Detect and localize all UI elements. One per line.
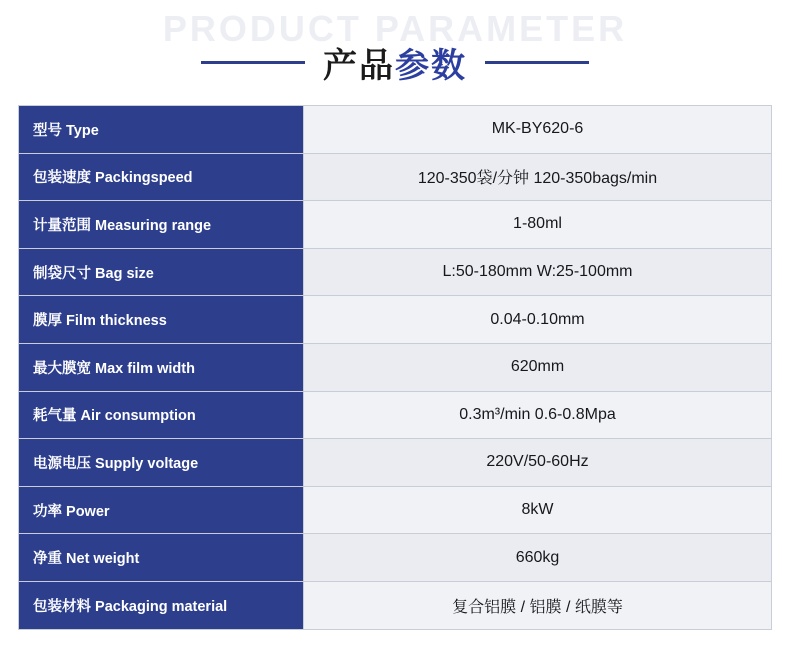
page-title-part-dark: 产品 — [323, 47, 395, 85]
spec-label-cell: 包装速度 Packingspeed — [19, 154, 304, 201]
spec-value-cell: 220V/50-60Hz — [304, 439, 771, 486]
spec-label-cell: 型号 Type — [19, 106, 304, 153]
specification-table — [18, 105, 772, 630]
table-row — [19, 439, 771, 487]
table-row — [19, 344, 771, 392]
table-row — [19, 534, 771, 582]
watermark-text: PRODUCT PARAMETER — [162, 8, 628, 49]
spec-value-cell: 复合铝膜 / 铝膜 / 纸膜等 — [304, 582, 771, 629]
table-row — [19, 582, 771, 630]
table-row — [19, 201, 771, 249]
table-row — [19, 296, 771, 344]
title-rule-left — [201, 61, 305, 64]
spec-label-cell: 净重 Net weight — [19, 534, 304, 581]
spec-value-cell: 0.3m³/min 0.6-0.8Mpa — [304, 392, 771, 439]
spec-value-cell: 660kg — [304, 534, 771, 581]
spec-label-cell: 耗气量 Air consumption — [19, 392, 304, 439]
spec-label-cell: 包装材料 Packaging material — [19, 582, 304, 629]
spec-label-cell: 最大膜宽 Max film width — [19, 344, 304, 391]
spec-label-cell: 计量范围 Measuring range — [19, 201, 304, 248]
spec-value-cell: 120-350袋/分钟 120-350bags/min — [304, 154, 771, 201]
page-title — [0, 38, 790, 87]
spec-label-cell: 膜厚 Film thickness — [19, 296, 304, 343]
spec-value-cell: 8kW — [304, 487, 771, 534]
page-header — [0, 0, 790, 100]
spec-label-cell: 电源电压 Supply voltage — [19, 439, 304, 486]
table-row — [19, 392, 771, 440]
title-rule-right — [485, 61, 589, 64]
table-row — [19, 487, 771, 535]
page-title-part-blue: 参数 — [395, 47, 467, 85]
table-row — [19, 106, 771, 154]
spec-label-cell: 制袋尺寸 Bag size — [19, 249, 304, 296]
table-row — [19, 249, 771, 297]
spec-value-cell: 1-80ml — [304, 201, 771, 248]
page-title-text — [323, 38, 467, 87]
spec-label-cell: 功率 Power — [19, 487, 304, 534]
spec-value-cell: MK-BY620-6 — [304, 106, 771, 153]
spec-value-cell: 0.04-0.10mm — [304, 296, 771, 343]
spec-value-cell: L:50-180mm W:25-100mm — [304, 249, 771, 296]
table-row — [19, 154, 771, 202]
spec-value-cell: 620mm — [304, 344, 771, 391]
